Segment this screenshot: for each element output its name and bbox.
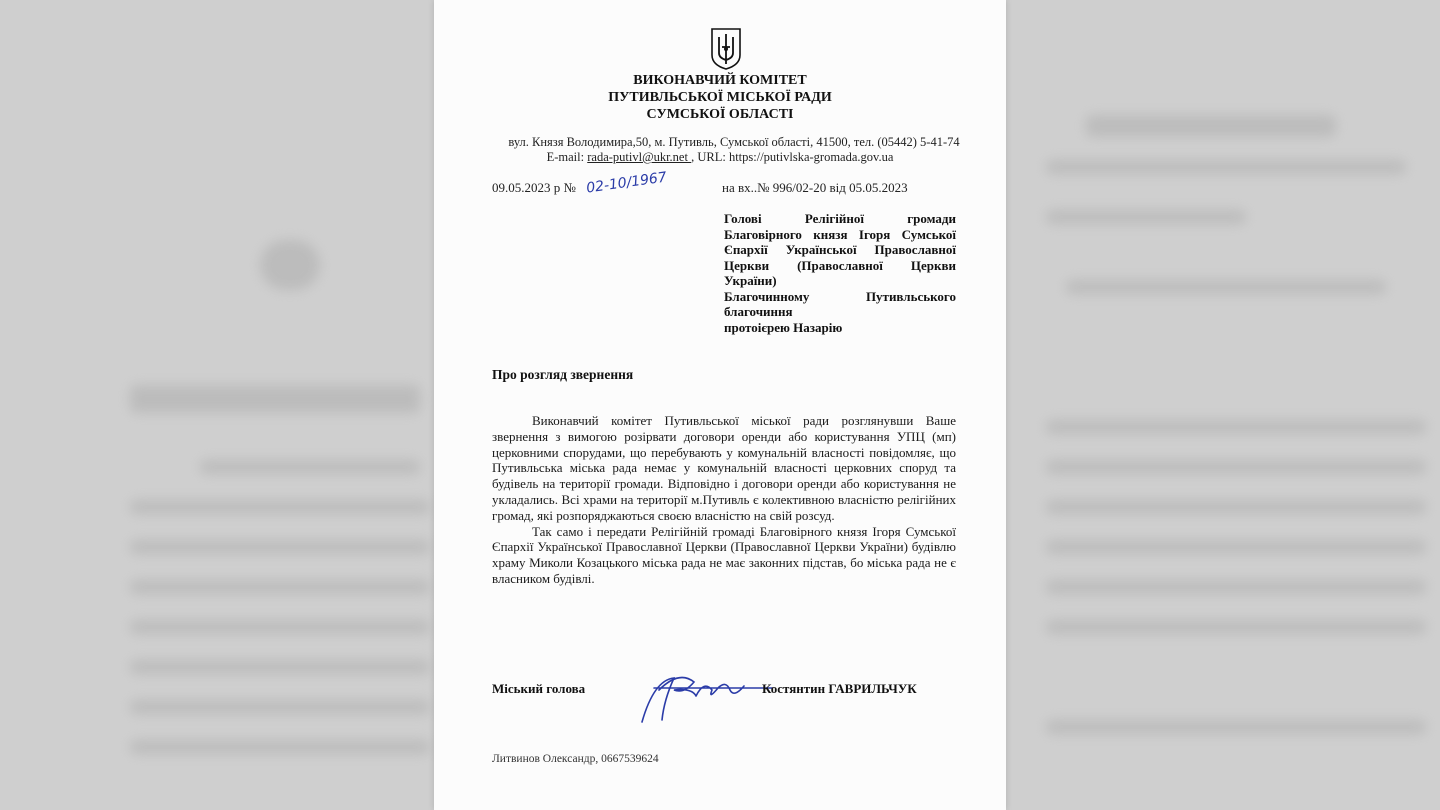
body-paragraph-1: Виконавчий комітет Путивльської міської ради розглянувши Ваше звернення з вимогою розірвати договори оренди або користування УПЦ (мп) церковними спорудами, що перебувають у комунальній власності повідомляє, що Путивльська міська рада немає у комунальній власності церковних споруд та будівель на території громади. Відповідно і договори оренди або користування не укладались. Всі храми на території м.Путивль є колективною власністю релігійних громад, які розпоряджаються своєю власністю на свій розсуд. xyxy=(492,413,956,523)
executor-contact: Литвинов Олександр, 0667539624 xyxy=(492,753,659,765)
contacts-line xyxy=(434,150,1006,165)
blurred-background-left xyxy=(0,0,434,810)
signatory-title: Міський голова xyxy=(492,681,586,696)
recipient-line-6: Благочинному Путивльського xyxy=(724,288,956,304)
signatory-name: Костянтин ГАВРИЛЬЧУК xyxy=(762,681,917,696)
handwritten-signature xyxy=(634,660,774,730)
outgoing-date: 09.05.2023 р № xyxy=(492,180,576,195)
recipient-line-1: Голові Релігійної громади xyxy=(724,211,956,226)
blurred-background-right xyxy=(1006,0,1440,810)
org-line-1: ВИКОНАВЧИЙ КОМІТЕТ xyxy=(633,73,807,88)
letter-page xyxy=(434,0,1006,810)
handwritten-number: 02-10/1967 xyxy=(585,169,668,197)
recipient-line-4: Церкви (Православної Церкви xyxy=(724,257,956,273)
url-text: , URL: https://putivlska-gromada.gov.ua xyxy=(691,150,894,164)
incoming-reference: на вх..№ 996/02-20 від 05.05.2023 xyxy=(722,180,908,195)
recipient-line-2: Благовірного князя Ігоря Сумської xyxy=(724,226,956,242)
subject-line: Про розгляд звернення xyxy=(492,367,634,382)
email-label: E-mail: xyxy=(546,150,588,164)
recipient-line-8: протоієрею Назарію xyxy=(724,319,843,335)
recipient-line-3: Єпархії Української Православної xyxy=(724,242,956,257)
address-line: вул. Князя Володимира,50, м. Путивль, Сумської області, 41500, тел. (05442) 5-41-74 xyxy=(508,135,960,149)
org-line-2: ПУТИВЛЬСЬКОЇ МІСЬКОЇ РАДИ xyxy=(608,90,832,105)
coat-of-arms-icon xyxy=(709,27,743,71)
organization-name xyxy=(434,72,1006,123)
letter-body xyxy=(492,413,956,587)
org-line-3: СУМСЬКОЇ ОБЛАСТІ xyxy=(646,107,794,122)
email-link[interactable]: rada-putivl@ukr.net xyxy=(587,150,692,164)
recipient-line-7: благочиння xyxy=(724,304,793,319)
recipient-block xyxy=(724,211,956,335)
recipient-line-5: України) xyxy=(724,273,777,288)
body-paragraph-2: Так само і передати Релігійній громаді Благовірного князя Ігоря Сумської Єпархії Української Православної Церкви (Православної Церкви України) будівлю храму Миколи Козацького міська рада не має законних підстав, бо міська рада не є власником будівлі. xyxy=(492,523,956,586)
